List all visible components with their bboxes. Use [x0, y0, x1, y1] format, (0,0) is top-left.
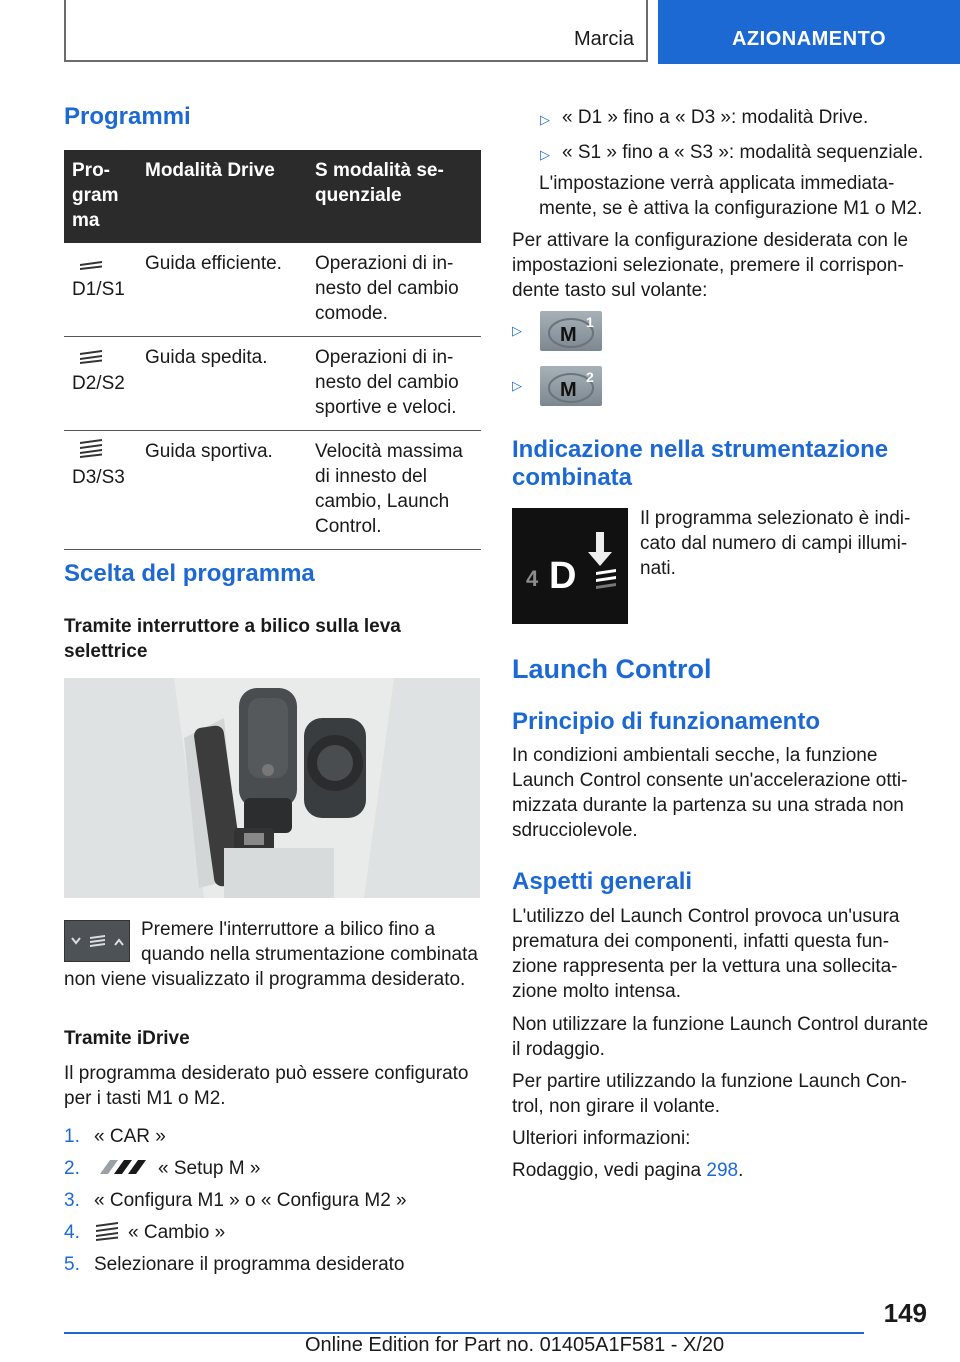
- table-row: [64, 337, 481, 431]
- console-photo: [64, 678, 480, 898]
- sequential-cell: Operazioni di in- nesto del cambio sportive e veloci.: [307, 337, 481, 431]
- rocker-switch-image: [64, 920, 130, 962]
- drive-mode-icon: [94, 1222, 120, 1242]
- page-number: 149: [883, 1298, 927, 1328]
- m2-key-image: [540, 366, 602, 406]
- svg-text:M: M: [560, 324, 577, 346]
- program-label: D3/S3: [72, 467, 125, 488]
- activate-text: Per attivare la configurazione desiderata con le impostazioni selezionate, premere il corrispon- dente tasto sul volante:: [512, 230, 909, 301]
- svg-text:2: 2: [586, 369, 594, 385]
- list-item: [64, 1188, 480, 1213]
- list-item: [64, 1156, 480, 1181]
- table-row: [64, 431, 481, 550]
- step-number: 4.: [64, 1222, 80, 1243]
- m2-key-icon: [540, 366, 602, 406]
- step-number: 1.: [64, 1126, 80, 1147]
- program-table: [64, 150, 481, 550]
- gear-number: 4: [526, 566, 539, 591]
- heading-indicazione: Indicazione nella strumentazione combinata: [512, 436, 889, 491]
- list-item: [64, 1220, 480, 1245]
- indicazione-text: Il programma selezionato è indi- cato dal numero di campi illumi- nati.: [640, 508, 911, 579]
- header-chapter-title: AZIONAMENTO: [731, 28, 886, 50]
- step-text: « Cambio »: [128, 1222, 226, 1243]
- rocker-text: Premere l'interruttore a bilico fino a quando nella strumentazione combinata: [141, 919, 478, 965]
- list-item: [512, 140, 930, 167]
- list-item: [512, 105, 930, 132]
- drive-cell: Guida efficiente.: [137, 243, 307, 337]
- instrument-display-image: [512, 508, 628, 624]
- svg-text:1: 1: [586, 314, 594, 330]
- applied-text: L'impostazione verrà applicata immediata- mente, se è attiva la configurazione M1 o M2.: [539, 173, 923, 219]
- triangle-bullet-icon: ▷: [540, 112, 550, 127]
- page-link[interactable]: 298: [706, 1160, 739, 1181]
- rocker-switch-icon: [65, 921, 129, 961]
- list-item: [64, 1252, 480, 1277]
- drive-mode-3-icon: [78, 439, 104, 459]
- idrive-text: Il programma desiderato può essere configurato per i tasti M1 o M2.: [64, 1063, 469, 1109]
- triangle-bullet-icon: ▷: [512, 378, 522, 393]
- m-logo-icon: [94, 1156, 150, 1178]
- table-header-program: Pro- gram ma: [64, 150, 137, 243]
- step-text: Selezionare il programma desiderato: [94, 1254, 405, 1275]
- rodaggio-text: Non utilizzare la funzione Launch Control durante il rodaggio.: [512, 1014, 929, 1060]
- heading-programmi: Programmi: [64, 103, 191, 130]
- header-section-title: Marcia: [573, 28, 634, 50]
- step-text: « Configura M1 » o « Configura M2 »: [94, 1190, 407, 1211]
- drive-mode-2-icon: [78, 345, 104, 365]
- aspetti-text: L'utilizzo del Launch Control provoca un'usura prematura dei componenti, infatti questa fun- zione rappresenta per la vettura una sollecita- zione molto intensa.: [512, 906, 900, 1002]
- volante-text: Per partire utilizzando la funzione Launch Con- trol, non girare il volante.: [512, 1071, 908, 1117]
- step-number: 5.: [64, 1254, 80, 1275]
- rocker-text-cont: non viene visualizzato il programma desiderato.: [64, 969, 466, 990]
- steps-list: [64, 1124, 480, 1284]
- rodaggio-reference: Rodaggio, vedi pagina 298.: [512, 1160, 744, 1181]
- gear-display-icon: [512, 508, 628, 624]
- svg-text:M: M: [560, 379, 577, 401]
- table-header-sequential: S modalità se- quenziale: [307, 150, 481, 243]
- table-header-drive: Modalità Drive: [137, 150, 307, 243]
- subheading-leva: Tramite interruttore a bilico sulla leva selettrice: [64, 616, 401, 662]
- drive-cell: Guida sportiva.: [137, 431, 307, 550]
- header-chapter-tab: [658, 0, 960, 64]
- heading-scelta: Scelta del programma: [64, 560, 315, 587]
- bullet-text: « D1 » fino a « D3 »: modalità Drive.: [562, 107, 869, 128]
- gear-selector-illustration: [64, 678, 480, 898]
- table-row: [64, 243, 481, 337]
- triangle-bullet-icon: ▷: [512, 323, 522, 338]
- step-text: « CAR »: [94, 1126, 166, 1147]
- ulteriori-text: Ulteriori informazioni:: [512, 1128, 691, 1149]
- edition-text: Online Edition for Part no. 01405A1F581 - X/20: [305, 1334, 725, 1356]
- heading-aspetti: Aspetti generali: [512, 868, 693, 895]
- sequential-cell: Operazioni di in- nesto del cambio comode.: [307, 243, 481, 337]
- subheading-idrive: Tramite iDrive: [64, 1028, 190, 1049]
- list-item: [64, 1124, 480, 1149]
- principio-text: In condizioni ambientali secche, la funzione Launch Control consente un'accelerazione otti- mizzata durante la partenza su una strada non sdrucciolevole.: [512, 745, 908, 841]
- triangle-bullet-icon: ▷: [540, 147, 550, 162]
- mode-bullets: [512, 105, 930, 167]
- list-item: [512, 366, 602, 406]
- step-text: « Setup M »: [158, 1158, 261, 1179]
- step-number: 3.: [64, 1190, 80, 1211]
- bullet-text: « S1 » fino a « S3 »: modalità sequenziale.: [562, 142, 924, 163]
- program-label: D1/S1: [72, 279, 125, 300]
- gear-letter: D: [549, 555, 577, 597]
- header-section-box: [64, 0, 648, 62]
- step-number: 2.: [64, 1158, 80, 1179]
- heading-principio: Principio di funzionamento: [512, 708, 820, 735]
- sequential-cell: Velocità massima di innesto del cambio, Launch Control.: [307, 431, 481, 550]
- drive-mode-1-icon: [78, 251, 104, 271]
- drive-cell: Guida spedita.: [137, 337, 307, 431]
- m1-key-icon: [540, 311, 602, 351]
- m1-key-image: [540, 311, 602, 351]
- program-label: D2/S2: [72, 373, 125, 394]
- list-item: [512, 311, 602, 351]
- heading-launch-control: Launch Control: [512, 654, 712, 684]
